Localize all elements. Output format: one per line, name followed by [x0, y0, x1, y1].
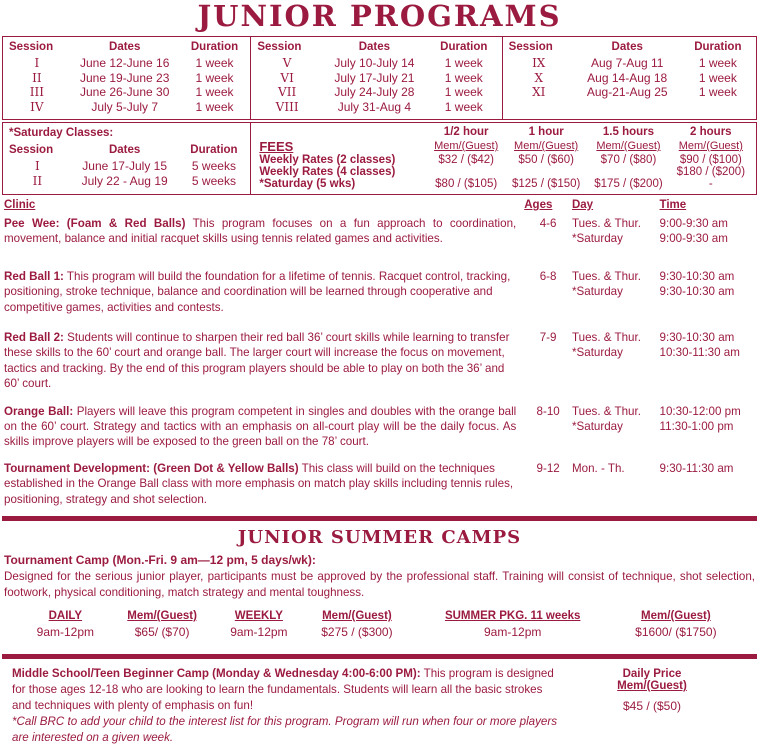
table-row: [7, 56, 246, 71]
clinic-description: Students will continue to sharpen their red ball 36’ court skills while learning to transfer these skills to the 60’ court and orange ball. The larger court will increase the focus on movement, tactics and tracking. By the end of this program players should be able to play on both the 36’ and 60’ court.: [4, 330, 510, 391]
sessions-table: [2, 36, 757, 120]
table-row: [255, 56, 497, 71]
sessions-col-duration: Duration: [440, 41, 488, 53]
session-duration: 1 week: [195, 56, 234, 70]
clinic-ages: 4-6: [539, 216, 557, 230]
camp-rate-value: $1600/ ($1750): [635, 625, 717, 640]
saturday-classes-block: [3, 123, 251, 194]
clinic-col-clinic: Clinic: [4, 198, 36, 211]
fees-duration-2-hours: 2 hours: [690, 125, 732, 138]
camp-rate-header-daily: DAILY: [48, 610, 83, 623]
table-row: [7, 71, 246, 86]
saturday-duration: 5 weeks: [191, 158, 236, 173]
fees-memguest-label: Mem/(Guest): [434, 139, 499, 152]
table-row: [7, 174, 246, 189]
camp-rates-table: [22, 609, 738, 640]
session-id: X: [534, 70, 543, 85]
camp-rate-value: $275 / ($300): [321, 625, 393, 640]
fees-value: [505, 166, 587, 178]
sessions-col-dates: Dates: [109, 41, 141, 53]
session-duration: 1 week: [698, 70, 737, 85]
daily-price-label: Daily Price: [622, 668, 682, 681]
table-row: [507, 100, 752, 115]
table-row: [257, 154, 752, 166]
clinic-time-alt: 10:30-11:30 am: [659, 346, 740, 360]
session-id: XI: [532, 85, 546, 100]
fees-duration-half-hour: 1/2 hour: [443, 125, 489, 138]
session-id: VIII: [275, 99, 299, 114]
session-dates: June 19-June 23: [79, 70, 170, 85]
clinic-time: 9:30-10:30 am: [659, 330, 735, 344]
clinic-col-day: Day: [571, 198, 594, 211]
camp-rates-header-row: [22, 609, 738, 624]
clinic-day-alt: *Saturday: [572, 285, 623, 299]
tournament-camp-heading: Tournament Camp (Mon.-Fri. 9 am—12 pm, 5 days/wk):: [4, 552, 316, 567]
session-duration: 1 week: [698, 85, 737, 100]
summer-camps-title: JUNIOR SUMMER CAMPS: [237, 526, 522, 548]
clinic-day: Tues. & Thur.: [572, 269, 641, 283]
fees-duration-one-hour: 1 hour: [528, 125, 564, 138]
clinic-ages: 8-10: [536, 404, 560, 418]
saturday-dates: June 17-July 15: [82, 158, 168, 173]
sessions-col-session: Session: [9, 41, 54, 53]
fees-memguest-row: [257, 139, 752, 154]
sessions-group-3: [503, 37, 756, 119]
session-duration: 1 week: [444, 85, 483, 100]
sessions-col-dates: Dates: [358, 41, 391, 53]
middle-school-price-block: [557, 666, 747, 746]
sessions-col-duration: Duration: [190, 41, 239, 53]
sessions-group-2: [251, 37, 502, 119]
table-row: [255, 100, 497, 115]
middle-school-title: Middle School/Teen Beginner Camp (Monday & Wednesday 4:00-6:00 PM):: [12, 667, 421, 681]
table-row: [257, 166, 752, 178]
saturday-dates: July 22 - Aug 19: [81, 173, 168, 188]
clinic-day: Tues. & Thur.: [572, 216, 641, 230]
clinic-time-alt: 11:30-1:00 pm: [659, 419, 734, 433]
clinic-time: 9:30-11:30 am: [659, 461, 734, 475]
clinic-day: Tues. & Thur.: [572, 404, 641, 418]
saturday-and-fees-row: [2, 122, 757, 195]
sessions-col-duration: Duration: [694, 41, 742, 53]
session-dates: July 10-July 14: [334, 56, 415, 70]
middle-school-callout: *Call BRC to add your child to the interest list for this program. Program will run when four or more players are interested on a given week.: [12, 715, 557, 745]
session-spacer: [507, 100, 571, 115]
table-row: [257, 178, 752, 190]
fees-value: [427, 166, 505, 178]
session-id: VI: [280, 70, 294, 85]
session-duration: 1 week: [444, 99, 483, 114]
session-duration: 1 week: [444, 56, 483, 70]
session-id: V: [282, 56, 292, 70]
session-duration: 1 week: [195, 70, 234, 85]
clinic-day-alt: *Saturday: [572, 419, 623, 433]
fees-duration-1p5-hours: 1.5 hours: [602, 125, 655, 138]
camp-rates-value-row: [22, 624, 738, 640]
session-id: III: [29, 85, 44, 100]
table-row: [7, 85, 246, 100]
clinic-description: This program focuses on a fun approach to coordination, movement, balance and initial racquet skills using tennis related games and activities.: [4, 216, 517, 246]
middle-school-description: This program is designed for those ages 12-18 who are looking to learn the fundamentals. Students will learn all the basic strokes and techniques with plenty of emphasis on fun!: [12, 667, 554, 712]
clinic-title: Pee Wee: (Foam & Red Balls): [4, 216, 186, 230]
saturday-table: [7, 143, 246, 188]
session-duration: 1 week: [698, 56, 737, 70]
saturday-duration: 5 weeks: [191, 173, 236, 188]
fees-value: $50 / ($60): [518, 153, 574, 166]
session-duration: 1 week: [444, 70, 483, 85]
fees-value: $90 / ($100): [679, 153, 742, 166]
clinic-ages: 9-12: [536, 461, 560, 475]
camp-rate-header-summer-memguest: Mem/(Guest): [641, 610, 711, 623]
clinic-description: This class will build on the techniques established in the Orange Ball class with more emphasis on match play skills including tennis rules, positioning, strategy and shot selection.: [4, 461, 514, 506]
sessions-group-1-table: [7, 40, 246, 115]
camp-rate-value: 9am-12pm: [36, 625, 95, 640]
saturday-session-id: II: [32, 173, 43, 188]
table-row: [507, 71, 752, 86]
fees-value: -: [708, 177, 713, 190]
fees-heading: FEES: [259, 138, 294, 154]
session-dates: Aug 7-Aug 11: [590, 56, 664, 70]
fees-row-label: *Saturday (5 wks): [259, 177, 356, 190]
session-dates: July 5-July 7: [91, 99, 159, 114]
middle-school-block: [2, 661, 757, 750]
session-dates: June 26-June 30: [79, 85, 170, 100]
middle-school-text: [12, 666, 557, 746]
saturday-col-session: Session: [9, 143, 54, 156]
clinic-ages: 7-9: [539, 330, 557, 344]
clinic-time: 9:00-9:30 am: [659, 216, 728, 230]
camp-rate-value: 9am-12pm: [484, 625, 542, 640]
clinic-day-alt: *Saturday: [572, 346, 623, 360]
fees-memguest-label: Mem/(Guest): [514, 139, 579, 152]
session-duration: 1 week: [195, 99, 234, 114]
clinic-title: Red Ball 2:: [4, 330, 64, 344]
clinic-day-alt: *Saturday: [572, 232, 623, 246]
clinic-time: 9:30-10:30 am: [659, 269, 735, 283]
camp-rate-value: $65/ ($70): [134, 625, 190, 640]
fees-value: [587, 166, 669, 178]
daily-price-value: $45 / ($50): [622, 699, 682, 714]
section-divider-middle-school: [2, 654, 757, 659]
session-dates: July 17-July 21: [334, 70, 415, 85]
clinic-col-time: Time: [659, 198, 687, 211]
clinic-time-alt: 9:30-10:30 am: [659, 285, 735, 299]
tournament-camp-description: Designed for the serious junior player, participants must be approved by the professional staff. Training will consist of technique, shot selection, footwork, physical conditioning, match strategy and mental toughness.: [4, 570, 755, 599]
table-row: [255, 85, 497, 100]
fees-row-label: Weekly Rates (4 classes): [259, 165, 396, 178]
session-dates: Aug 14-Aug 18: [587, 70, 668, 85]
session-spacer: [684, 100, 752, 115]
camp-rate-value: 9am-12pm: [230, 625, 288, 640]
saturday-classes-label: *Saturday Classes:: [9, 126, 114, 139]
saturday-col-dates: Dates: [108, 143, 141, 156]
sessions-col-session: Session: [257, 41, 302, 53]
sessions-col-dates: Dates: [611, 41, 643, 53]
sessions-col-session: Session: [508, 41, 553, 53]
fees-table: [257, 126, 752, 190]
fees-value: $32 / ($42): [438, 153, 494, 166]
fees-value: $80 / ($105): [435, 177, 498, 190]
saturday-session-id: I: [35, 158, 40, 173]
fees-value: $125 / ($150): [511, 177, 581, 190]
clinic-row-pee-wee: [0, 212, 759, 247]
clinic-row-tournament-development: [0, 450, 759, 507]
clinic-row-red-ball-2: [0, 315, 759, 392]
clinic-title: Orange Ball:: [4, 404, 74, 418]
page-title: JUNIOR PROGRAMS: [197, 0, 562, 33]
clinic-description: This program will build the foundation for a lifetime of tennis. Racquet control, tracking, positioning, stroke technique, balance and coordination will be learned through cooperative and competitive games, activities and contests.: [4, 269, 511, 314]
clinic-ages: 6-8: [539, 269, 557, 283]
fees-block: [251, 123, 756, 194]
saturday-col-duration: Duration: [190, 143, 238, 156]
clinic-title: Tournament Development: (Green Dot & Yellow Balls): [4, 461, 299, 475]
table-row: [507, 85, 752, 100]
camp-rate-header-weekly: WEEKLY: [234, 610, 283, 623]
session-id: I: [34, 56, 40, 70]
table-row: [507, 56, 752, 71]
sessions-group-1: [3, 37, 251, 119]
fees-value: $70 / ($80): [600, 153, 657, 166]
clinic-day: Mon. - Th.: [572, 461, 625, 475]
table-row: [7, 159, 246, 174]
session-dates: Aug-21-Aug 25: [586, 85, 668, 100]
session-id: VII: [278, 85, 297, 100]
session-dates: June 12-June 16: [79, 56, 170, 70]
fees-row-label: Weekly Rates (2 classes): [259, 153, 396, 166]
clinic-day: Tues. & Thur.: [572, 330, 641, 344]
session-id: IV: [30, 99, 44, 114]
table-row: [255, 71, 497, 86]
clinic-row-red-ball-1: [0, 247, 759, 315]
camp-rate-header-weekly-memguest: Mem/(Guest): [322, 610, 392, 623]
sessions-group-2-table: [255, 40, 497, 115]
session-duration: 1 week: [195, 85, 234, 100]
fees-value: $180 / ($200): [676, 165, 746, 178]
clinic-time-alt: 9:00-9:30 am: [659, 232, 728, 246]
clinic-row-orange-ball: [0, 392, 759, 450]
section-divider-camps: [2, 516, 757, 521]
table-row: [7, 100, 246, 115]
fees-memguest-label: Mem/(Guest): [596, 139, 661, 152]
session-id: IX: [532, 56, 546, 70]
clinic-time: 10:30-12:00 pm: [659, 404, 741, 418]
camp-rate-header-daily-memguest: Mem/(Guest): [127, 610, 197, 623]
session-spacer: [571, 100, 684, 115]
session-dates: July 24-July 28: [334, 85, 415, 100]
clinic-header-row: [0, 195, 759, 212]
clinic-description: Players will leave this program competent in singles and doubles with the orange ball on the 60’ court. Strategy and tactics with an emphasis on all-court play will be the daily focus. As skills improve players will be exposed to the green ball on the 78’ court.: [4, 404, 517, 449]
clinic-title: Red Ball 1:: [4, 269, 64, 283]
clinic-col-ages: Ages: [524, 198, 553, 211]
tournament-camp-block: [0, 551, 759, 600]
sessions-group-3-table: [507, 40, 752, 115]
session-dates: July 31-Aug 4: [337, 99, 412, 114]
session-id: II: [32, 70, 42, 85]
camp-rate-header-summer-pkg: SUMMER PKG. 11 weeks: [444, 610, 581, 623]
fees-value: $175 / ($200): [594, 177, 663, 190]
fees-memguest-label: Mem/(Guest): [678, 139, 743, 152]
fees-duration-header-row: [257, 126, 752, 139]
daily-price-memguest-label: Mem/(Guest): [617, 680, 687, 693]
